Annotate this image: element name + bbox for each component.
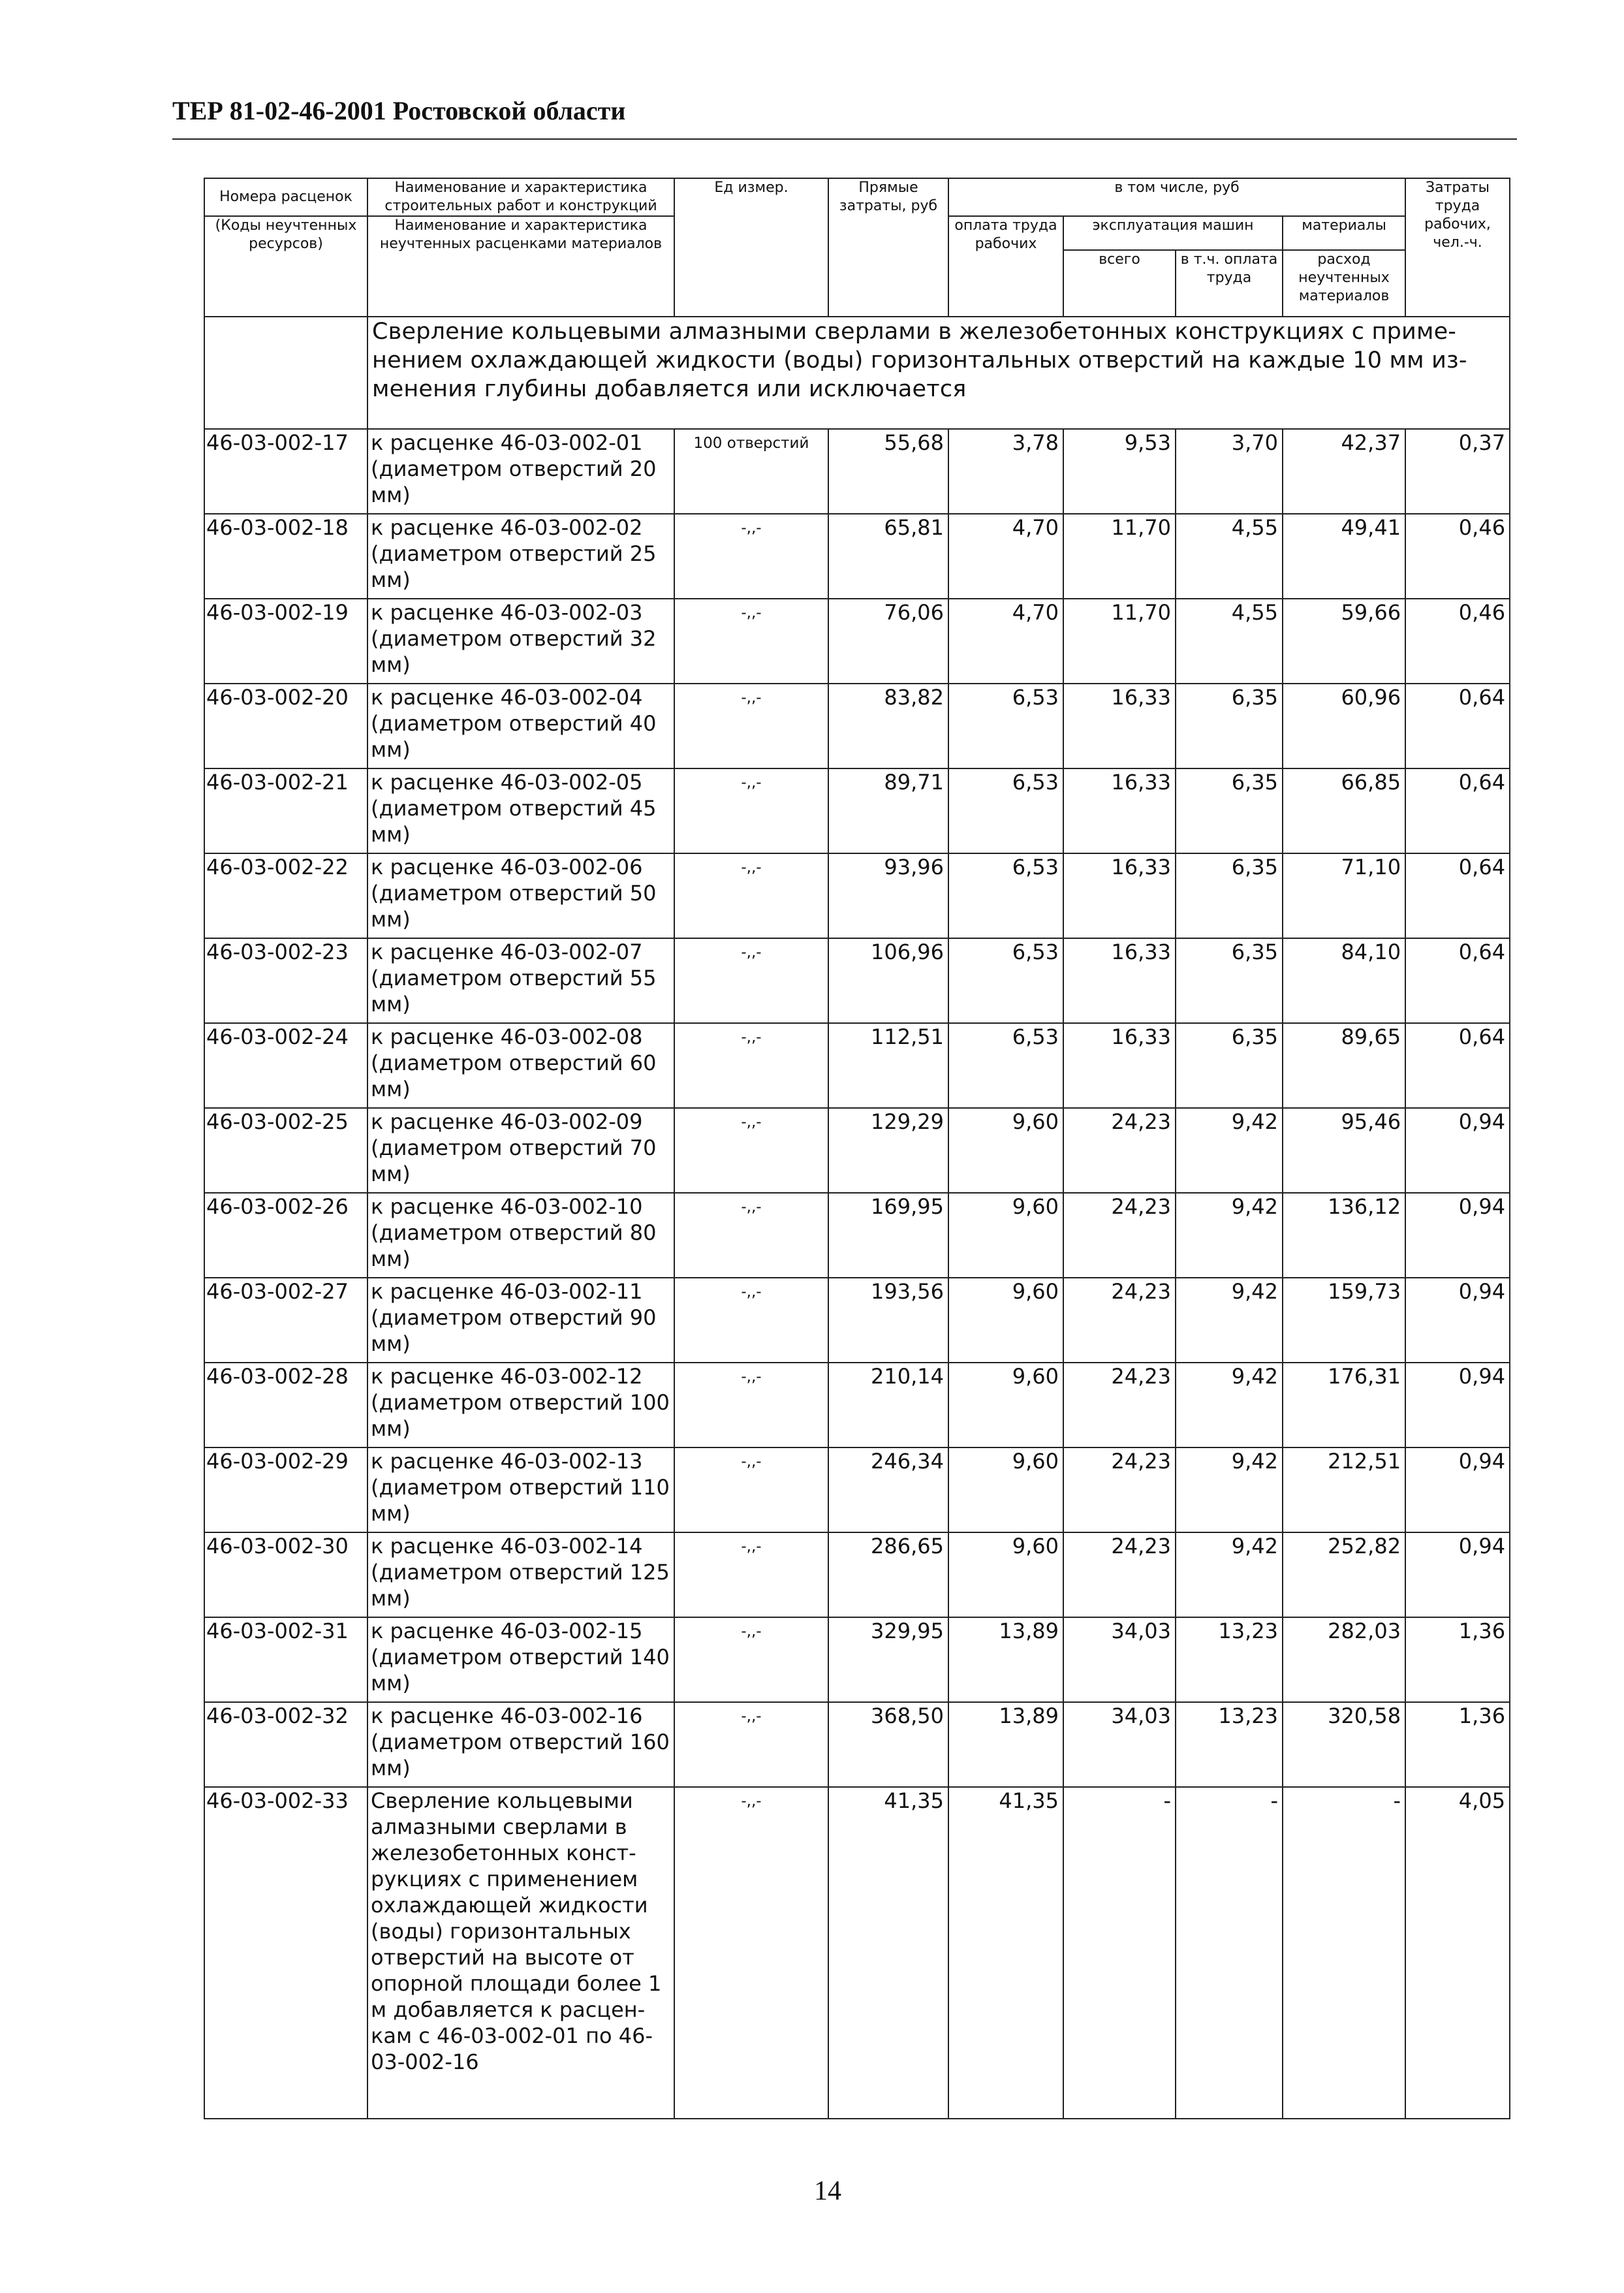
rate-code: 46-03-002-19	[204, 599, 367, 684]
rate-direct-cost: 193,56	[828, 1278, 948, 1363]
document-header: ТЕР 81-02-46-2001 Ростовской области	[172, 96, 626, 125]
rate-direct-cost: 55,68	[828, 429, 948, 514]
rate-unit: -,,-	[674, 1023, 828, 1108]
rate-materials: 66,85	[1283, 768, 1405, 853]
rate-machines-total: 24,23	[1063, 1108, 1176, 1193]
rate-name: к расценке 46-03-002-02 (диаметром отверстий 25 мм)	[367, 514, 674, 599]
col-materials: материалы	[1283, 216, 1405, 250]
rate-wages: 13,89	[948, 1702, 1063, 1787]
rate-labor: 0,64	[1405, 684, 1510, 768]
rate-labor: 0,64	[1405, 938, 1510, 1023]
page-number: 14	[814, 2176, 841, 2206]
rate-materials: 136,12	[1283, 1193, 1405, 1278]
rate-direct-cost: 169,95	[828, 1193, 948, 1278]
table-row	[204, 1023, 1510, 1108]
rate-code: 46-03-002-26	[204, 1193, 367, 1278]
rate-machines-wages: 3,70	[1176, 429, 1283, 514]
rate-code: 46-03-002-28	[204, 1363, 367, 1447]
rate-name: к расценке 46-03-002-01 (диаметром отверстий 20 мм)	[367, 429, 674, 514]
rate-materials: 89,65	[1283, 1023, 1405, 1108]
table-row	[204, 684, 1510, 768]
table-row	[204, 1108, 1510, 1193]
rate-labor: 0,94	[1405, 1532, 1510, 1617]
rate-labor: 0,64	[1405, 768, 1510, 853]
table-row	[204, 1617, 1510, 1702]
rate-machines-total: 16,33	[1063, 938, 1176, 1023]
rate-name: Сверление кольцевыми алмазными сверлами в железобетонных конст-рукциях с применением охлаждающей жидкости (воды) горизонтальных отверстий на высоте от опорной площади более 1 м добавляется к расцен-кам с 46-03-002-01 по 46-03-002-16	[367, 1787, 674, 2119]
table-row	[204, 514, 1510, 599]
rate-wages: 4,70	[948, 599, 1063, 684]
rate-unit: 100 отверстий	[674, 429, 828, 514]
rate-unit: -,,-	[674, 599, 828, 684]
rate-code: 46-03-002-29	[204, 1447, 367, 1532]
rate-materials: 42,37	[1283, 429, 1405, 514]
rate-direct-cost: 286,65	[828, 1532, 948, 1617]
rate-direct-cost: 65,81	[828, 514, 948, 599]
rate-machines-total: 34,03	[1063, 1617, 1176, 1702]
rate-direct-cost: 41,35	[828, 1787, 948, 2119]
rate-code: 46-03-002-17	[204, 429, 367, 514]
table-row	[204, 1702, 1510, 1787]
rate-unit: -,,-	[674, 1447, 828, 1532]
table-row	[204, 1193, 1510, 1278]
rate-code: 46-03-002-31	[204, 1617, 367, 1702]
data-rows	[204, 429, 1510, 2119]
col-materials-unaccounted: расход неучтенных материалов	[1283, 250, 1405, 317]
rate-materials: -	[1283, 1787, 1405, 2119]
rate-direct-cost: 246,34	[828, 1447, 948, 1532]
table-row	[204, 1447, 1510, 1532]
rate-name: к расценке 46-03-002-12 (диаметром отверстий 100 мм)	[367, 1363, 674, 1447]
rate-name: к расценке 46-03-002-03 (диаметром отверстий 32 мм)	[367, 599, 674, 684]
rate-machines-total: 16,33	[1063, 1023, 1176, 1108]
rate-wages: 3,78	[948, 429, 1063, 514]
rate-machines-total: 9,53	[1063, 429, 1176, 514]
table-row	[204, 1278, 1510, 1363]
col-machines-wages: в т.ч. оплата труда	[1176, 250, 1283, 317]
rate-materials: 84,10	[1283, 938, 1405, 1023]
rate-materials: 212,51	[1283, 1447, 1405, 1532]
rate-machines-total: 24,23	[1063, 1532, 1176, 1617]
rate-labor: 1,36	[1405, 1702, 1510, 1787]
rate-wages: 6,53	[948, 684, 1063, 768]
rate-direct-cost: 83,82	[828, 684, 948, 768]
rate-name: к расценке 46-03-002-16 (диаметром отверстий 160 мм)	[367, 1702, 674, 1787]
rate-wages: 6,53	[948, 1023, 1063, 1108]
col-code-bottom: (Коды неучтенных ресурсов)	[204, 216, 367, 317]
rate-direct-cost: 76,06	[828, 599, 948, 684]
rate-machines-total: 24,23	[1063, 1278, 1176, 1363]
rate-code: 46-03-002-22	[204, 853, 367, 938]
rate-wages: 9,60	[948, 1532, 1063, 1617]
rate-unit: -,,-	[674, 1532, 828, 1617]
rate-machines-wages: 9,42	[1176, 1363, 1283, 1447]
rate-direct-cost: 210,14	[828, 1363, 948, 1447]
section-code-cell	[204, 317, 367, 429]
rate-name: к расценке 46-03-002-08 (диаметром отверстий 60 мм)	[367, 1023, 674, 1108]
rate-machines-total: 16,33	[1063, 853, 1176, 938]
rate-wages: 9,60	[948, 1447, 1063, 1532]
rate-direct-cost: 106,96	[828, 938, 948, 1023]
rate-machines-wages: 6,35	[1176, 938, 1283, 1023]
rate-materials: 71,10	[1283, 853, 1405, 938]
rate-materials: 282,03	[1283, 1617, 1405, 1702]
rate-wages: 9,60	[948, 1108, 1063, 1193]
rate-name: к расценке 46-03-002-06 (диаметром отверстий 50 мм)	[367, 853, 674, 938]
table-row	[204, 853, 1510, 938]
rate-name: к расценке 46-03-002-13 (диаметром отверстий 110 мм)	[367, 1447, 674, 1532]
rate-materials: 252,82	[1283, 1532, 1405, 1617]
rate-unit: -,,-	[674, 853, 828, 938]
rate-labor: 0,94	[1405, 1193, 1510, 1278]
col-direct: Прямые затраты, руб	[828, 178, 948, 317]
rate-unit: -,,-	[674, 1363, 828, 1447]
rate-unit: -,,-	[674, 684, 828, 768]
rate-code: 46-03-002-20	[204, 684, 367, 768]
table-row	[204, 768, 1510, 853]
rate-wages: 4,70	[948, 514, 1063, 599]
rate-direct-cost: 329,95	[828, 1617, 948, 1702]
rate-unit: -,,-	[674, 1278, 828, 1363]
rate-materials: 59,66	[1283, 599, 1405, 684]
section-title: Сверление кольцевыми алмазными сверлами в железобетонных конструкциях с приме-нением охлаждающей жидкости (воды) горизонтальных отверстий на каждые 10 мм из-менения глубины добавляется или исключается	[367, 317, 1510, 429]
rate-labor: 0,46	[1405, 514, 1510, 599]
col-code-top: Номера расценок	[204, 178, 367, 216]
rate-labor: 0,37	[1405, 429, 1510, 514]
rate-wages: 6,53	[948, 938, 1063, 1023]
rate-wages: 9,60	[948, 1193, 1063, 1278]
col-unit: Ед измер.	[674, 178, 828, 317]
col-name-top: Наименование и характеристика строительных работ и конструкций	[367, 178, 674, 216]
rate-labor: 0,46	[1405, 599, 1510, 684]
rate-machines-total: 24,23	[1063, 1447, 1176, 1532]
rate-materials: 95,46	[1283, 1108, 1405, 1193]
rate-code: 46-03-002-32	[204, 1702, 367, 1787]
rate-code: 46-03-002-23	[204, 938, 367, 1023]
rate-labor: 1,36	[1405, 1617, 1510, 1702]
table-header	[204, 178, 1510, 317]
rate-unit: -,,-	[674, 1193, 828, 1278]
rate-wages: 41,35	[948, 1787, 1063, 2119]
col-name-bottom: Наименование и характеристика неучтенных расценками материалов	[367, 216, 674, 317]
rate-machines-wages: 6,35	[1176, 768, 1283, 853]
rate-unit: -,,-	[674, 514, 828, 599]
table-row	[204, 429, 1510, 514]
rate-materials: 176,31	[1283, 1363, 1405, 1447]
col-wages: оплата труда рабочих	[948, 216, 1063, 317]
rate-labor: 0,94	[1405, 1363, 1510, 1447]
rate-code: 46-03-002-33	[204, 1787, 367, 2119]
rate-machines-wages: 13,23	[1176, 1702, 1283, 1787]
table-row	[204, 1787, 1510, 2119]
rate-code: 46-03-002-27	[204, 1278, 367, 1363]
rate-labor: 0,64	[1405, 853, 1510, 938]
rate-machines-total: 16,33	[1063, 684, 1176, 768]
col-machines-total: всего	[1063, 250, 1176, 317]
rate-code: 46-03-002-25	[204, 1108, 367, 1193]
rate-materials: 49,41	[1283, 514, 1405, 599]
rate-unit: -,,-	[674, 1617, 828, 1702]
rate-machines-wages: 4,55	[1176, 599, 1283, 684]
rate-code: 46-03-002-21	[204, 768, 367, 853]
rate-unit: -,,-	[674, 1787, 828, 2119]
rate-machines-total: 16,33	[1063, 768, 1176, 853]
rate-unit: -,,-	[674, 938, 828, 1023]
rate-direct-cost: 112,51	[828, 1023, 948, 1108]
rates-table	[204, 178, 1510, 2119]
rate-name: к расценке 46-03-002-09 (диаметром отверстий 70 мм)	[367, 1108, 674, 1193]
rate-labor: 0,94	[1405, 1447, 1510, 1532]
rate-machines-wages: 6,35	[1176, 853, 1283, 938]
rate-name: к расценке 46-03-002-14 (диаметром отверстий 125 мм)	[367, 1532, 674, 1617]
rate-machines-wages: 6,35	[1176, 684, 1283, 768]
rate-wages: 6,53	[948, 853, 1063, 938]
rate-unit: -,,-	[674, 768, 828, 853]
rate-unit: -,,-	[674, 1702, 828, 1787]
rate-code: 46-03-002-18	[204, 514, 367, 599]
rate-machines-wages: 9,42	[1176, 1447, 1283, 1532]
rate-name: к расценке 46-03-002-15 (диаметром отверстий 140 мм)	[367, 1617, 674, 1702]
rate-wages: 13,89	[948, 1617, 1063, 1702]
section-body	[204, 317, 1510, 429]
col-machines: эксплуатация машин	[1063, 216, 1283, 250]
rate-name: к расценке 46-03-002-07 (диаметром отверстий 55 мм)	[367, 938, 674, 1023]
table-row	[204, 599, 1510, 684]
rate-machines-wages: 6,35	[1176, 1023, 1283, 1108]
rate-labor: 0,94	[1405, 1108, 1510, 1193]
rate-machines-wages: -	[1176, 1787, 1283, 2119]
rate-name: к расценке 46-03-002-10 (диаметром отверстий 80 мм)	[367, 1193, 674, 1278]
rate-wages: 9,60	[948, 1363, 1063, 1447]
rate-materials: 60,96	[1283, 684, 1405, 768]
header-divider	[172, 138, 1517, 140]
rate-name: к расценке 46-03-002-04 (диаметром отверстий 40 мм)	[367, 684, 674, 768]
rate-machines-total: 11,70	[1063, 599, 1176, 684]
rate-machines-total: 24,23	[1063, 1193, 1176, 1278]
rate-machines-wages: 9,42	[1176, 1193, 1283, 1278]
rate-machines-wages: 13,23	[1176, 1617, 1283, 1702]
rate-machines-total: 11,70	[1063, 514, 1176, 599]
table-row	[204, 938, 1510, 1023]
rate-direct-cost: 89,71	[828, 768, 948, 853]
rate-labor: 4,05	[1405, 1787, 1510, 2119]
rate-labor: 0,64	[1405, 1023, 1510, 1108]
table-row	[204, 1532, 1510, 1617]
rate-machines-wages: 9,42	[1176, 1278, 1283, 1363]
col-including: в том числе, руб	[948, 178, 1405, 216]
table-row	[204, 1363, 1510, 1447]
rate-name: к расценке 46-03-002-05 (диаметром отверстий 45 мм)	[367, 768, 674, 853]
rate-code: 46-03-002-24	[204, 1023, 367, 1108]
rate-direct-cost: 93,96	[828, 853, 948, 938]
rate-machines-total: -	[1063, 1787, 1176, 2119]
col-labor: Затраты труда рабочих, чел.-ч.	[1405, 178, 1510, 317]
rate-machines-wages: 9,42	[1176, 1532, 1283, 1617]
rate-wages: 6,53	[948, 768, 1063, 853]
rate-direct-cost: 368,50	[828, 1702, 948, 1787]
rate-unit: -,,-	[674, 1108, 828, 1193]
rate-materials: 159,73	[1283, 1278, 1405, 1363]
rate-labor: 0,94	[1405, 1278, 1510, 1363]
rate-machines-wages: 4,55	[1176, 514, 1283, 599]
rate-direct-cost: 129,29	[828, 1108, 948, 1193]
rate-code: 46-03-002-30	[204, 1532, 367, 1617]
rate-materials: 320,58	[1283, 1702, 1405, 1787]
rate-name: к расценке 46-03-002-11 (диаметром отверстий 90 мм)	[367, 1278, 674, 1363]
rate-machines-total: 34,03	[1063, 1702, 1176, 1787]
rate-wages: 9,60	[948, 1278, 1063, 1363]
rate-machines-wages: 9,42	[1176, 1108, 1283, 1193]
rate-machines-total: 24,23	[1063, 1363, 1176, 1447]
